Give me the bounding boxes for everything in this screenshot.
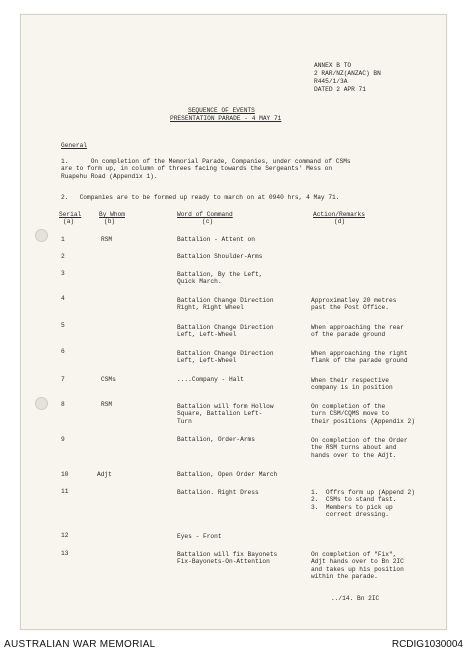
header-command: Word of Command	[177, 211, 233, 218]
action-4: Approximatley 20 metres past the Post Office.	[311, 297, 397, 312]
serial-10: 10	[61, 471, 69, 478]
command-10: Battalion, Open Order March	[177, 471, 278, 478]
command-2: Battalion Shoulder-Arms	[177, 253, 263, 260]
serial-12: 12	[61, 532, 69, 539]
command-7: ....Company - Halt	[177, 376, 244, 383]
by-whom-1: RSM	[101, 236, 113, 243]
action-11: 1. Offrs form up (Append 2) 2. CSMs to stand fast. 3. Members to pick up correct dressing.	[311, 489, 415, 519]
archive-name: AUSTRALIAN WAR MEMORIAL	[4, 639, 156, 650]
header-by-whom-sub: (b)	[104, 218, 116, 225]
header-command-sub: (c)	[202, 218, 214, 225]
punch-hole-bottom	[35, 397, 48, 410]
document-subtitle: PRESENTATION PARADE - 4 MAY 71	[170, 115, 282, 122]
command-9: Battalion, Order-Arms	[177, 436, 255, 443]
action-8: On completion of the turn CSM/CQMS move to their positions (Appendix 2)	[311, 403, 415, 425]
command-13: Battalion will fix Bayonets Fix-Bayonets-On-Attention	[177, 551, 278, 566]
serial-5: 5	[61, 322, 65, 329]
serial-1: 1	[61, 236, 65, 243]
header-serial: Serial	[59, 211, 82, 218]
header-by-whom: By Whom	[99, 211, 125, 218]
action-13: On completion of "Fix", Adjt hands over to Bn 2IC and takes up his position within the parade.	[311, 551, 404, 581]
archive-footer	[0, 634, 467, 654]
serial-7: 7	[61, 376, 65, 383]
archive-record-id: RCDIG1030004	[391, 639, 463, 650]
command-11: Battalion. Right Dress	[177, 489, 259, 496]
serial-6: 6	[61, 348, 65, 355]
general-paragraph-1: 1. On completion of the Memorial Parade, Companies, under command of CSMs are to form up, in column of threes facing towards the Sergeants' Mess on Ruapehu Road (Appendix 1).	[61, 158, 351, 180]
serial-2: 2	[61, 253, 65, 260]
by-whom-7: CSMs	[101, 376, 116, 383]
action-6: When approaching the right flank of the parade ground	[311, 350, 408, 365]
header-serial-sub: (a)	[63, 218, 75, 225]
annex-line-1: ANNEX B TO	[314, 62, 352, 69]
command-12: Eyes - Front	[177, 533, 222, 540]
action-9: On completion of the Order the RSM turns about and hands over to the Adjt.	[311, 437, 408, 459]
command-5: Battalion Change Direction Left, Left-Wheel	[177, 324, 274, 339]
punch-hole-top	[35, 229, 48, 242]
command-3: Battalion, By the Left, Quick March.	[177, 271, 263, 286]
action-5: When approaching the rear of the parade ground	[311, 324, 404, 339]
serial-8: 8	[61, 401, 65, 408]
document-title: SEQUENCE OF EVENTS	[188, 107, 255, 114]
serial-3: 3	[61, 270, 65, 277]
command-8: Battalion will form Hollow Square, Battalion Left- Turn	[177, 403, 274, 425]
serial-4: 4	[61, 295, 65, 302]
command-6: Battalion Change Direction Left, Left-Wheel	[177, 350, 274, 365]
serial-13: 13	[61, 550, 69, 557]
continuation-note: ../14. Bn 2IC	[331, 595, 380, 602]
document-page	[20, 14, 447, 630]
header-action-sub: (d)	[334, 218, 346, 225]
serial-11: 11	[61, 488, 69, 495]
serial-9: 9	[61, 436, 65, 443]
annex-line-3: R445/1/3A	[314, 78, 348, 85]
general-heading: General	[61, 142, 87, 149]
general-paragraph-2: 2. Companies are to be formed up ready to march on at 0940 hrs, 4 May 71.	[61, 194, 340, 201]
action-7: When their respective company is in position	[311, 377, 393, 392]
header-action: Action/Remarks	[313, 211, 365, 218]
annex-line-2: 2 RAR/NZ(ANZAC) BN	[314, 70, 381, 77]
by-whom-10: Adjt	[97, 471, 112, 478]
annex-line-4: DATED 2 APR 71	[314, 86, 366, 93]
command-4: Battalion Change Direction Right, Right Wheel	[177, 297, 274, 312]
command-1: Battalion - Attent on	[177, 236, 255, 243]
by-whom-8: RSM	[101, 401, 113, 408]
